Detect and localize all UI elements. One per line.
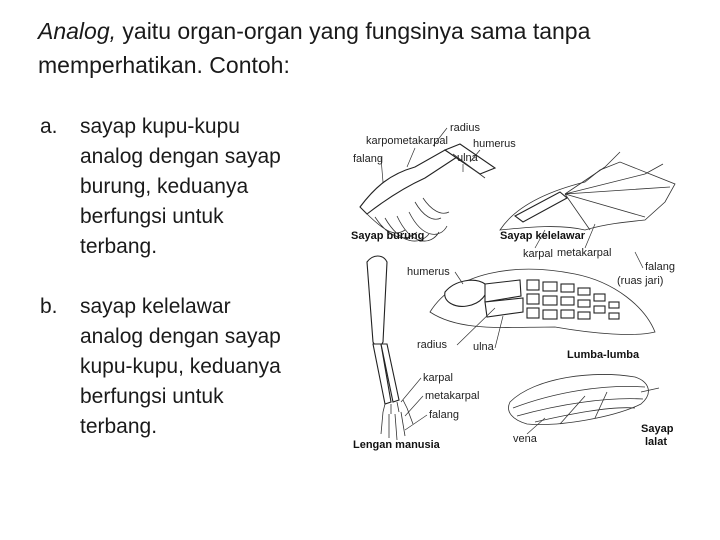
heading-italic-word: Analog,	[38, 18, 117, 44]
bird-label-humerus: humerus	[473, 138, 516, 150]
limb-diagram	[345, 112, 690, 457]
bird-caption: Sayap burung	[351, 230, 425, 242]
bird-label-ulna: ulna	[457, 152, 478, 164]
fly-caption-line-1: Sayap	[641, 423, 674, 435]
dolphin-label-radius: radius	[417, 339, 447, 351]
list-text: sayap kelelawar analog dengan sayap kupu-kupu, keduanya berfungsi untuk terbang.	[80, 295, 281, 438]
dolphin-caption: Lumba-lumba	[567, 349, 640, 361]
bat-label-metakarpal: metakarpal	[557, 247, 612, 259]
human-label-metakarpal: metakarpal	[425, 390, 480, 402]
bat-label-falang: falang	[645, 261, 675, 273]
list-item	[40, 292, 300, 442]
dolphin-label-ulna: ulna	[473, 341, 494, 353]
bird-label-falang: falang	[353, 153, 383, 165]
homology-figure	[345, 112, 690, 457]
human-label-karpal: karpal	[423, 372, 453, 384]
heading-rest: yaitu organ-organ yang fungsinya sama tanpa memperhatikan. Contoh:	[38, 18, 591, 78]
human-caption: Lengan manusia	[353, 439, 440, 451]
slide-heading	[38, 14, 698, 82]
list-marker: a.	[40, 115, 58, 138]
list-item	[40, 112, 300, 262]
list-text: sayap kupu-kupu analog dengan sayap burung, keduanya berfungsi untuk terbang.	[80, 115, 281, 258]
fly-label-vena: vena	[513, 433, 537, 445]
dolphin-label-humerus: humerus	[407, 266, 450, 278]
fly-wing-illustration	[509, 374, 659, 424]
bat-caption: Sayap kelelawar	[500, 230, 586, 242]
bat-label-karpal: karpal	[523, 248, 553, 260]
human-arm-illustration	[367, 256, 413, 440]
human-label-falang: falang	[429, 409, 459, 421]
fly-caption-line-2: lalat	[645, 436, 668, 448]
list-marker: b.	[40, 295, 58, 318]
bat-wing-illustration	[500, 152, 675, 230]
example-list	[40, 112, 300, 472]
bat-label-ruas-jari: (ruas jari)	[617, 275, 664, 287]
bird-label-karpometakarpal: karpometakarpal	[366, 135, 448, 147]
bird-label-radius: radius	[450, 122, 480, 134]
